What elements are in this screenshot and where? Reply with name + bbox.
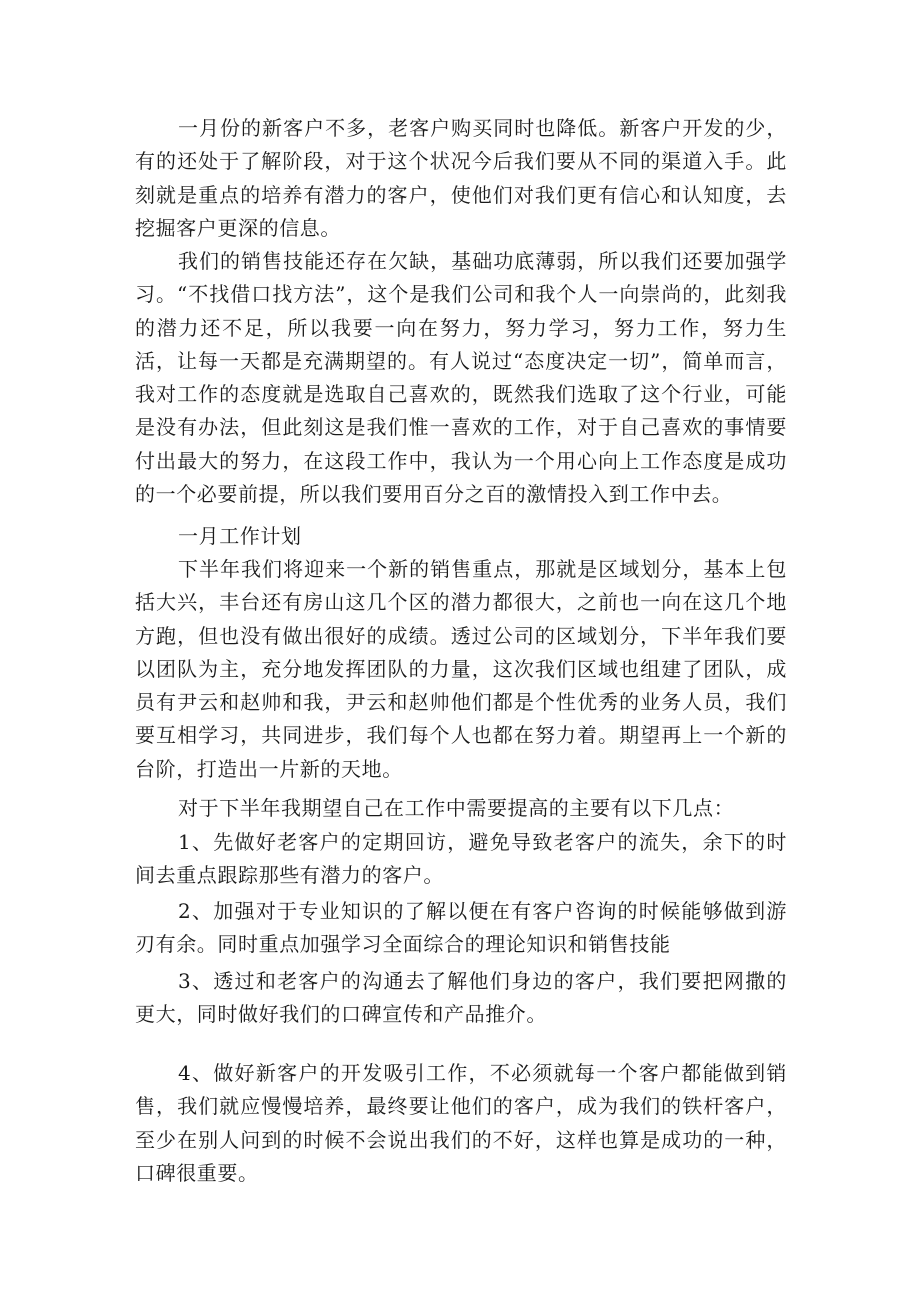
paragraph-improvement-intro: 对于下半年我期望自己在工作中需要提高的主要有以下几点： — [178, 796, 735, 820]
paragraph-sales-skills: 我们的销售技能还存在欠缺，基础功底薄弱，所以我们还要加强学习。“不找借口找方法”，这个是我们公司和我个人一向崇尚的，此刻我的潜力还不足，所以我要一向在努力，努力学习，努力工作，努力生活，让每一天都是充满期望的。有人说过“态度决定一切”，简单而言，我对工作的态度就是选取自己喜欢的，既然我们选取了这个行业，可能是没有办法，但此刻这是我们惟一喜欢的工作，对于自己喜欢的事情要付出最大的努力，在这段工作中，我认为一个用心向上工作态度是成功的一个必要前提，所以我们要用百分之百的激情投入到工作中去。 — [135, 249, 787, 507]
paragraph-new-customers: 一月份的新客户不多，老客户购买同时也降低。新客户开发的少，有的还处于了解阶段，对于这个状况今后我们要从不同的渠道入手。此刻就是重点的培养有潜力的客户，使他们对我们更有信心和认知度，去挖掘客户更深的信息。 — [135, 116, 787, 240]
list-item-3: 3、透过和老客户的沟通去了解他们身边的客户，我们要把网撒的更大，同时做好我们的口碑宣传和产品推介。 — [135, 969, 787, 1027]
list-item-4: 4、做好新客户的开发吸引工作，不必须就每一个客户都能做到销售，我们就应慢慢培养，最终要让他们的客户，成为我们的铁杆客户，至少在别人问到的时候不会说出我们的不好，这样也算是成功的一种，口碑很重要。 — [135, 1061, 787, 1185]
paragraph-regional-division: 下半年我们将迎来一个新的销售重点，那就是区域划分，基本上包括大兴，丰台还有房山这几个区的潜力都很大，之前也一向在这几个地方跑，但也没有做出很好的成绩。透过公司的区域划分，下半年我们要以团队为主，充分地发挥团队的力量，这次我们区域也组建了团队，成员有尹云和赵帅和我，尹云和赵帅他们都是个性优秀的业务人员，我们要互相学习，共同进步，我们每个人也都在努力着。期望再上一个新的台阶，打造出一片新的天地。 — [135, 557, 787, 781]
section-heading-january-plan: 一月工作计划 — [178, 524, 302, 548]
list-item-2: 2、加强对于专业知识的了解以便在有客户咨询的时候能够做到游刃有余。同时重点加强学习全面综合的理论知识和销售技能 — [135, 899, 787, 957]
list-item-1: 1、先做好老客户的定期回访，避免导致老客户的流失，余下的时间去重点跟踪那些有潜力的客户。 — [135, 830, 787, 888]
